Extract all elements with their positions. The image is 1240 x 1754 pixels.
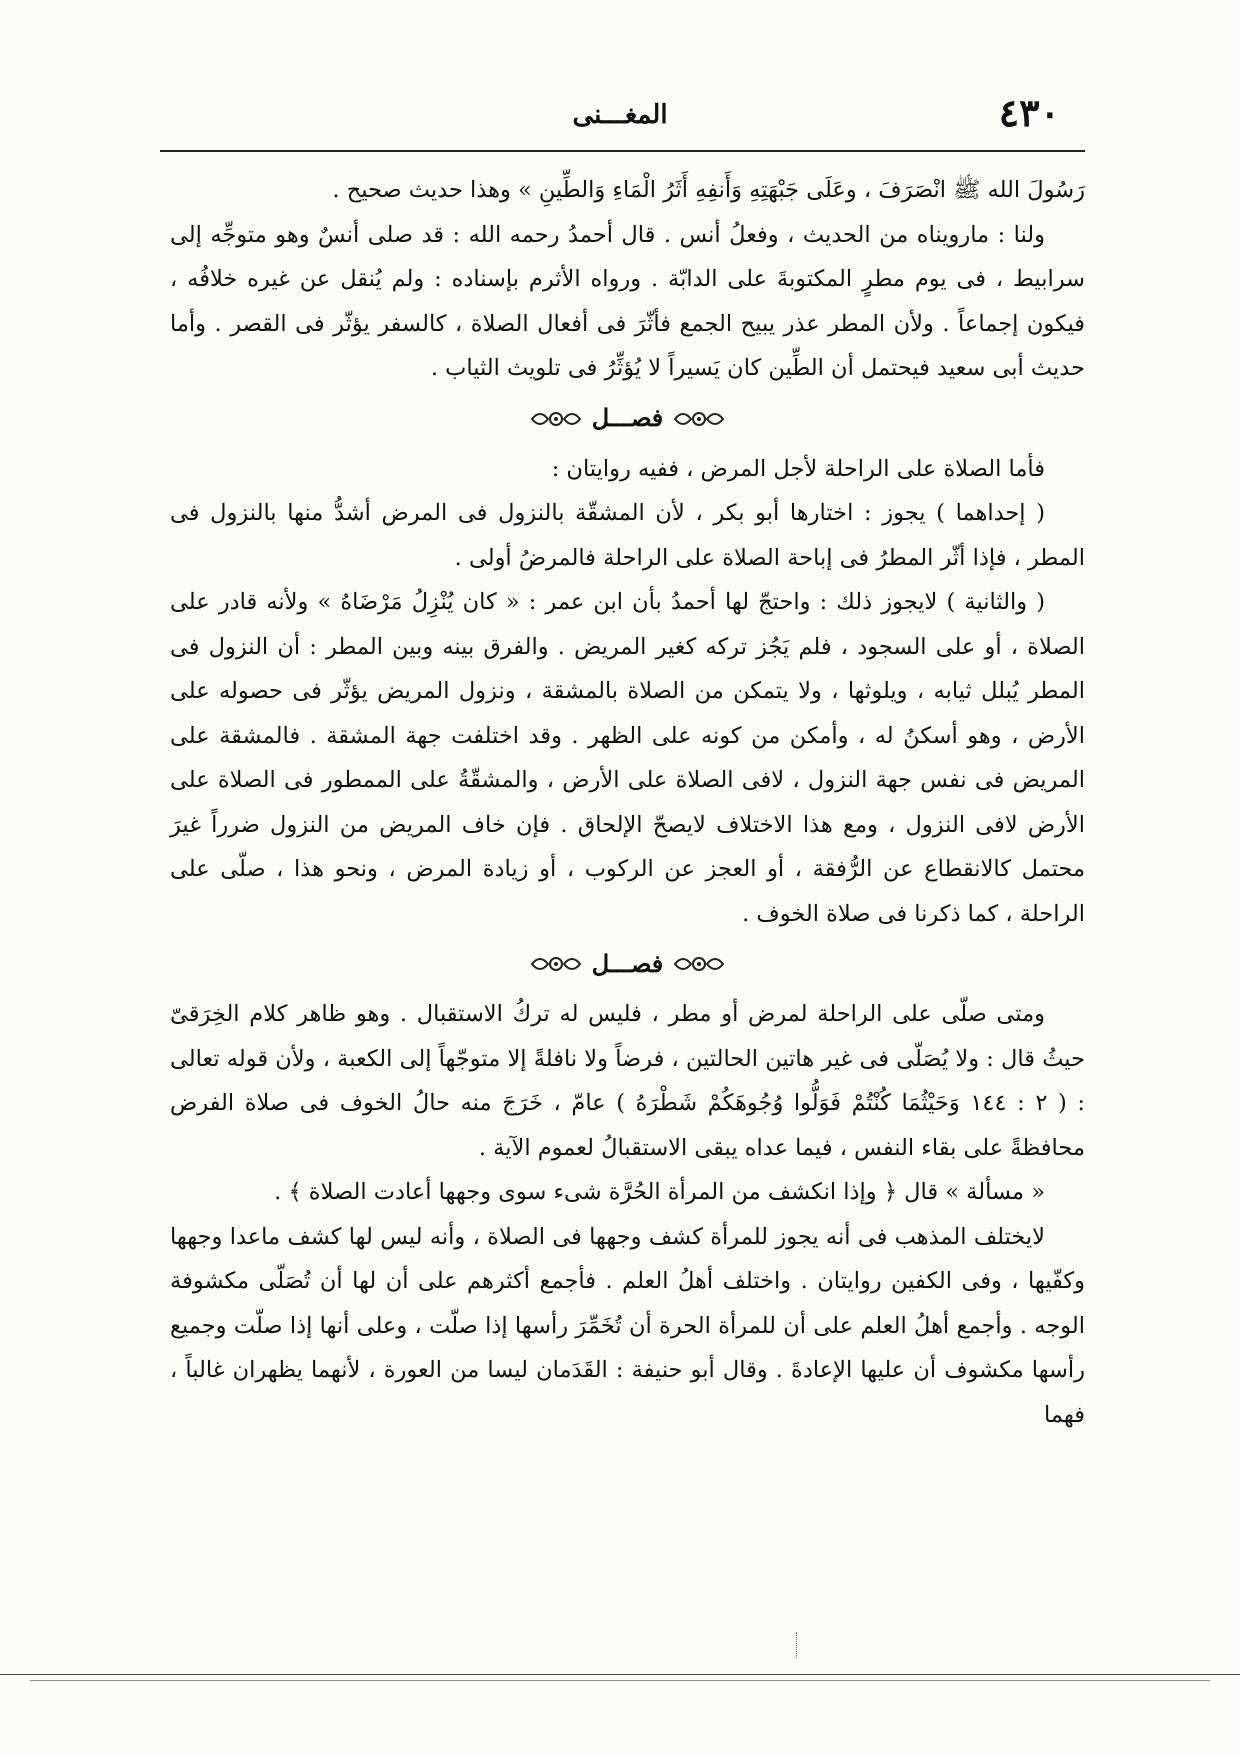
section-heading [170, 393, 1085, 445]
header-rule [160, 150, 1085, 152]
section-heading-label: فصـــل [591, 403, 664, 433]
section-heading [170, 938, 1085, 990]
footer-rule [0, 1674, 1240, 1675]
paragraph: ( إحداهما ) يجوز : اختارها أبو بكر ، لأن المشقّة بالنزول فى المرض أشدُّ منها بالنزول فى المطر ، فإذا أثّر المطرُ فى إباحة الصلاة على الراحلة فالمرضُ أولى . [170, 500, 1085, 571]
running-title: المغـــنى [572, 100, 668, 130]
ornament-icon [530, 406, 582, 432]
paragraph: رَسُولَ الله ﷺ انْصَرَفَ ، وعَلَى جَبْهَتِهِ وَأَنفِهِ أَثَرُ الْمَاءِ وَالطِّينِ » وهذا حديث صحيح . [332, 177, 1085, 203]
margin-mark [796, 1632, 799, 1658]
paragraph: « مسألة » قال ﴿ وإذا انكشف من المرأة الحُرَّة شىء سوى وجهها أعادت الصلاة ﴾ . [274, 1179, 1045, 1205]
ornament-icon [530, 951, 582, 977]
ornament-icon [673, 951, 725, 977]
page-number: ٤٣٠ [998, 90, 1060, 135]
footer-rule [30, 1680, 1210, 1681]
paragraph: فأما الصلاة على الراحلة لأجل المرض ، ففيه روايتان : [551, 455, 1045, 482]
paragraph: ولنا : ماروينا‌ه من الحديث ، وفعلُ أنس . قال أحمدُ رحمه الله : قد صلى أنسٌ وهو متوجِّه إلى سرابيط ، فى يوم مطرٍ المكتوبةَ على الدابّة . ورواه الأثرم بإسناده : ولم يُنقل عن غيره خلافُه ، فيكون إجماعاً . ولأن المطر عذر يبيح الجمع فأثّرَ فى أفعال الصلاة ، كالسفر يؤثّر فى القصر . وأما حديث أبى سعيد فيحتمل أن الطِّين كان يَسيراً لا يُؤثِّرُ فى تلويث الثياب . [170, 221, 1085, 381]
section-heading-label: فصـــل [591, 948, 664, 978]
paragraph: ( والثانية ) لايجوز ذلك : واحتجّ لها أحمدُ بأن ابن عمر : « كان يُنْزِلُ مَرْضَاهُ » ولأنه قادر على الصلاة ، أو على السجود ، فلم يَجُز تركه كغير المريض . والفرق بينه وبين المطر : أن النزول فى المطر يُبلل ثيابه ، ويلوثها ، ولا يتمكن من الصلاة بالمشقة ، ونزول المريض يؤثّر فى حصوله على الأرض ، وهو أسكنُ له ، وأمكن من كونه على الظهر . وقد اختلفت جهة المشقة . فالمشقة على المريض فى نفس جهة النزول ، لافى الصلاة على الأرض ، والمشقّةُ على الممطور فى الصلاة على الأرض لافى النزول ، ومع هذا الاختلاف لايصحّ الإلحاق . فإن خاف المريض من النزول ضرراً غيرَ محتمل كالانقطاع عن الرُّفقة ، أو العجز عن الركوب ، أو زيادة المرض ، ونحو هذا ، صلّى على الراحلة ، كما ذكرنا فى صلاة الخوف . [170, 589, 1085, 927]
paragraph: لايختلف المذهب فى أنه يجوز للمرأة كشف وجهها فى الصلاة ، وأنه ليس لها كشف ماعدا وجهها وكفّيها ، وفى الكفين روايتان . واختلف أهلُ العلم . فأجمع أكثرهم على أن لها أن تُصَلّى مكشوفة الوجه . وأجمع أهلُ العلم على أن للمرأة الحرة أن تُخَمِّرَ رأسها إذا صلّت ، وعلى أنها إذا صلّت وجميع رأسها مكشوف أن عليها الإعادةَ . وقال أبو حنيفة : القَدَمان ليسا من العورة ، لأنهما يظهران غالباً ، فهما [170, 1223, 1085, 1428]
paragraph: ومتى صلّى على الراحلة لمرض أو مطر ، فليس له تركُ الاستقبال . وهو ظاهر كلام الخِرَقىّ حيثُ قال : ولا يُصَلّى فى غير هاتين الحالتين ، فرضاً ولا نافلةً إلا متوجّهاً إلى الكعبة ، ولأن قوله تعالى : ( ٢ : ١٤٤ وَحَيْثُمَا كُنْتُمْ فَوَلُّوا وُجُوهَكُمْ شَطْرَهُ ) عامّ ، خَرَجَ منه حالُ الخوف فى صلاة الفرض محافظةً على بقاء النفس ، فيما عداه يبقى الاستقبالُ لعموم الآية . [170, 1001, 1085, 1161]
text-body [170, 168, 1085, 1437]
page-header [160, 88, 1080, 148]
ornament-icon [673, 406, 725, 432]
